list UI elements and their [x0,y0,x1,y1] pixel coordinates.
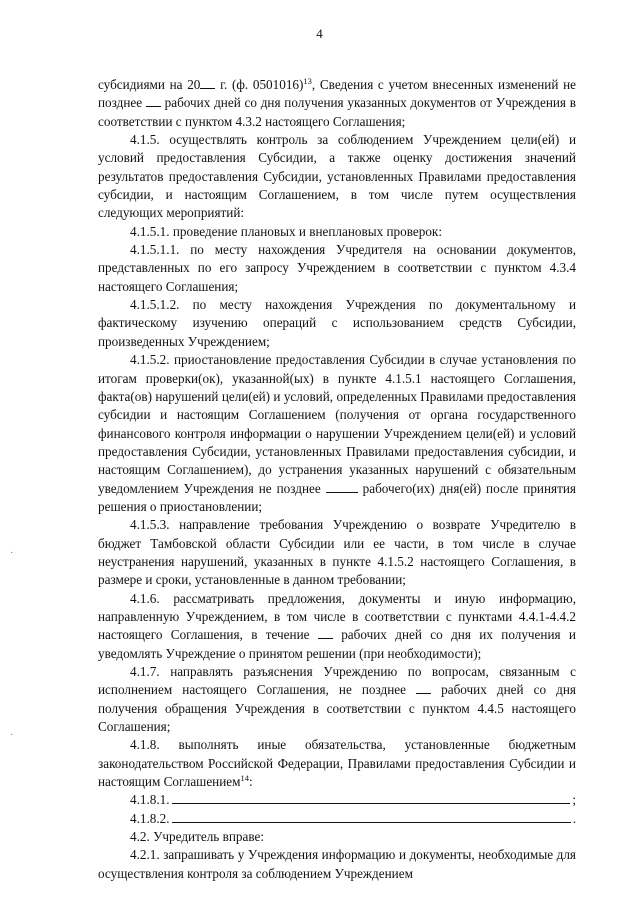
margin-mark: · [10,730,14,741]
paragraph-4-1-5-1-1: 4.1.5.1.1. по месту нахождения Учредителя на основании документов, представленных по его запросу Учреждением в соответствии с пунктом 4.3.4 настоящего Соглашения; [98,242,576,294]
footnote-ref: 14 [240,773,249,784]
blank-field [146,95,161,107]
blank-field [416,682,431,694]
footnote-ref: 13 [303,76,312,86]
fill-line-4-1-8-2: 4.1.8.2. . [130,810,576,826]
blank-line [172,810,571,823]
blank-field [318,627,333,639]
paragraph-4-1-5: 4.1.5. осуществлять контроль за соблюдением Учреждением цели(ей) и условий предоставления Субсидии, а также оценку достижения значений результатов предоставления Субсидии, установленных Правилами предоставления субсидии, и настоящим Соглашением, в том числе путем осуществления следующих мероприятий: [98,132,576,221]
blank-field [200,77,215,89]
paragraph-4-1-7: 4.1.7. направлять разъяснения Учреждению по вопросам, связанным с исполнением настоящего Соглашения, не позднее рабочих дней со дня получения обращения Учреждения в соответствии с пунктом 4.4.5 настоящего Соглашения; [98,664,576,735]
paragraph-4-2: 4.2. Учредитель вправе: [130,829,264,845]
blank-field [326,481,358,493]
margin-mark: · [10,548,14,559]
paragraph-4-1-6: 4.1.6. рассматривать предложения, документы и иную информацию, направленную Учреждением, в том числе в соответствии с пунктами 4.4.1-4.4.2 настоящего Соглашения, в течение рабочих дней со дня их получения и уведомлять Учреждение о принятом решении (при необходимости); [98,590,576,661]
paragraph-4-2-1: 4.2.1. запрашивать у Учреждения информацию и документы, необходимые для осуществления контроля за соблюдением Учреждением [98,847,576,881]
paragraph: субсидиями на 20 г. (ф. 0501016)$^{13}$, Сведения с учетом внесенных изменений не позднее рабочих дней со дня получения указанных документов от Учреждения в соответствии с пунктом 4.3.2 настоящего Соглашения; [98,76,576,129]
paragraph-4-1-5-2: 4.1.5.2. приостановление предоставления Субсидии в случае установления по итогам проверки(ок), указанной(ых) в пункте 4.1.5.1 настоящего Соглашения, факта(ов) нарушений цели(ей) и условий, определенных Правилами предоставления субсидии и настоящим Соглашением (получения от органа государственного финансового контроля информации о нарушении Учреждением цели(ей) и условий предоставления Субсидии, установленных Правилами предоставления субсидии, и настоящим Соглашением), до устранения указанных нарушений с обязательным уведомлением Учреждения не позднее рабочего(их) дня(ей) после принятия решения о приостановлении; [98,352,576,514]
paragraph-4-1-5-1: 4.1.5.1. проведение плановых и внеплановых проверок: [130,223,442,239]
paragraph-4-1-5-1-2: 4.1.5.1.2. по месту нахождения Учреждения по документальному и фактическому изучению операций с использованием средств Субсидии, произведенных Учреждением; [98,297,576,349]
page-number: 4 [316,26,323,41]
fill-line-4-1-8-1: 4.1.8.1. ; [130,792,576,808]
blank-line [172,791,571,804]
document-body [98,76,576,883]
paragraph-4-1-8: 4.1.8. выполнять иные обязательства, установленные бюджетным законодательством Российской Федерации, Правилами предоставления Субсидии и настоящим Соглашением$^{14}$: [98,737,576,790]
paragraph-4-1-5-3: 4.1.5.3. направление требования Учреждению о возврате Учредителю в бюджет Тамбовской области Субсидии или ее части, в том числе в случае неустранения нарушений, указанных в пункте 4.1.5.2 настоящего Соглашения, в размере и сроки, установленные в данном требовании; [98,517,576,588]
